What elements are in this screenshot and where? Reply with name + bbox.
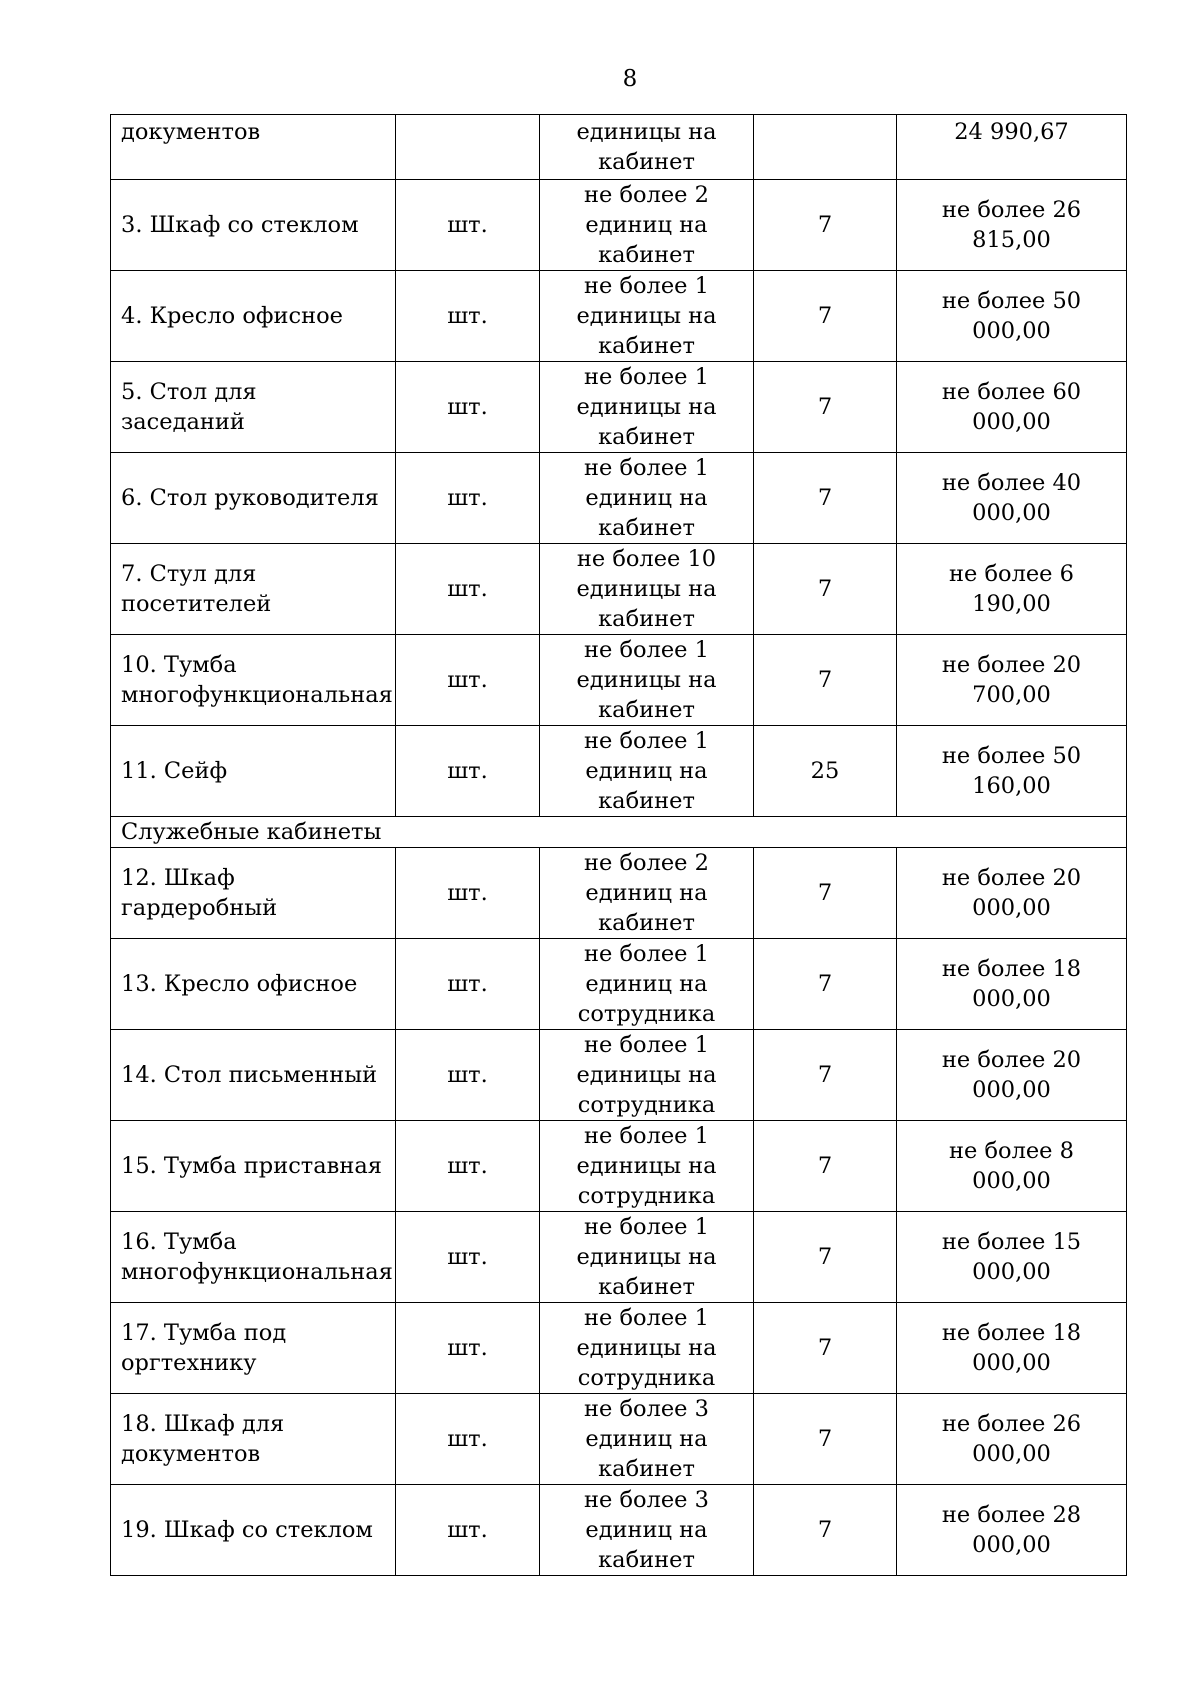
price-cell: не более 28 000,00 (897, 1485, 1127, 1576)
table-row (111, 635, 1127, 726)
price-cell: не более 26 815,00 (897, 180, 1127, 271)
unit-cell: шт. (396, 544, 540, 635)
table-row (111, 1485, 1127, 1576)
quantity-line: кабинет (598, 697, 695, 723)
quantity-line: единиц на (585, 880, 708, 906)
quantity-line: кабинет (598, 149, 695, 175)
unit-cell: шт. (396, 271, 540, 362)
item-name-cell: 11. Сейф (111, 726, 396, 817)
unit-cell: шт. (396, 1394, 540, 1485)
period-cell: 7 (754, 271, 897, 362)
quantity-cell (540, 1030, 754, 1121)
period-cell: 7 (754, 848, 897, 939)
page-number: 8 (622, 66, 638, 92)
price-cell: не более 18 000,00 (897, 939, 1127, 1030)
table-row (111, 1030, 1127, 1121)
item-name-cell: 5. Стол для заседаний (111, 362, 396, 453)
quantity-line: единицы на (576, 667, 717, 693)
quantity-line: не более 1 (584, 364, 709, 390)
table-row (111, 726, 1127, 817)
quantity-line: единицы на (576, 1244, 717, 1270)
quantity-line: сотрудника (577, 1001, 716, 1027)
table-row (111, 1121, 1127, 1212)
table-row (111, 1394, 1127, 1485)
quantity-cell (540, 635, 754, 726)
quantity-line: не более 1 (584, 728, 709, 754)
item-name-cell: 4. Кресло офисное (111, 271, 396, 362)
quantity-cell (540, 848, 754, 939)
price-cell: не более 60 000,00 (897, 362, 1127, 453)
item-name-cell: 12. Шкаф гардеробный (111, 848, 396, 939)
quantity-cell (540, 271, 754, 362)
unit-cell: шт. (396, 362, 540, 453)
quantity-cell (540, 1303, 754, 1394)
unit-cell: шт. (396, 1485, 540, 1576)
quantity-line: единицы на (576, 303, 717, 329)
unit-cell (396, 115, 540, 180)
quantity-line: кабинет (598, 333, 695, 359)
quantity-line: единиц на (585, 1517, 708, 1543)
unit-cell: шт. (396, 726, 540, 817)
quantity-cell (540, 115, 754, 180)
item-name-cell: 7. Стул для посетителей (111, 544, 396, 635)
quantity-line: кабинет (598, 1274, 695, 1300)
price-cell: не более 26 000,00 (897, 1394, 1127, 1485)
item-name-cell: 14. Стол письменный (111, 1030, 396, 1121)
item-name-cell: 19. Шкаф со стеклом (111, 1485, 396, 1576)
quantity-line: не более 3 (584, 1396, 709, 1422)
table-row (111, 271, 1127, 362)
price-cell: не более 18 000,00 (897, 1303, 1127, 1394)
period-cell (754, 115, 897, 180)
quantity-line: не более 1 (584, 1032, 709, 1058)
table-row (111, 362, 1127, 453)
period-cell: 7 (754, 1212, 897, 1303)
price-cell: не более 6 190,00 (897, 544, 1127, 635)
table-row (111, 544, 1127, 635)
period-cell: 7 (754, 544, 897, 635)
period-cell: 7 (754, 1030, 897, 1121)
item-name-cell: 6. Стол руководителя (111, 453, 396, 544)
quantity-line: единиц на (585, 212, 708, 238)
period-cell: 7 (754, 939, 897, 1030)
quantity-cell (540, 726, 754, 817)
unit-cell: шт. (396, 635, 540, 726)
quantity-cell (540, 1212, 754, 1303)
quantity-line: не более 1 (584, 941, 709, 967)
period-cell: 7 (754, 1394, 897, 1485)
period-cell: 7 (754, 635, 897, 726)
quantity-line: не более 2 (584, 850, 709, 876)
quantity-line: кабинет (598, 1456, 695, 1482)
quantity-line: не более 1 (584, 637, 709, 663)
quantity-line: единицы на (576, 1062, 717, 1088)
quantity-line: единицы на (576, 1153, 717, 1179)
quantity-line: не более 10 (576, 546, 717, 572)
item-name-cell: 17. Тумба под оргтехнику (111, 1303, 396, 1394)
quantity-cell (540, 362, 754, 453)
quantity-line: не более 3 (584, 1487, 709, 1513)
price-cell: не более 50 160,00 (897, 726, 1127, 817)
unit-cell: шт. (396, 1030, 540, 1121)
quantity-line: не более 1 (584, 455, 709, 481)
quantity-line: единиц на (585, 758, 708, 784)
item-name-cell: 16. Тумба многофункциональная (111, 1212, 396, 1303)
section-row (111, 817, 1127, 848)
item-name-cell: 10. Тумба многофункциональная (111, 635, 396, 726)
price-cell: не более 15 000,00 (897, 1212, 1127, 1303)
quantity-line: единицы на (576, 1335, 717, 1361)
table-row (111, 453, 1127, 544)
quantity-line: кабинет (598, 606, 695, 632)
quantity-line: не более 2 (584, 182, 709, 208)
quantity-line: кабинет (598, 515, 695, 541)
quantity-line: единицы на (576, 119, 717, 145)
period-cell: 7 (754, 1121, 897, 1212)
quantity-line: сотрудника (577, 1365, 716, 1391)
table-row (111, 939, 1127, 1030)
table-row (111, 848, 1127, 939)
quantity-cell (540, 544, 754, 635)
price-cell: 24 990,67 (897, 115, 1127, 180)
unit-cell: шт. (396, 1121, 540, 1212)
item-name-cell: 3. Шкаф со стеклом (111, 180, 396, 271)
table-row (111, 115, 1127, 180)
quantity-cell (540, 453, 754, 544)
quantity-cell (540, 1394, 754, 1485)
unit-cell: шт. (396, 180, 540, 271)
item-name-cell: документов (111, 115, 396, 180)
quantity-line: единиц на (585, 971, 708, 997)
unit-cell: шт. (396, 453, 540, 544)
furniture-norms-table (110, 114, 1127, 1576)
quantity-line: сотрудника (577, 1183, 716, 1209)
table-row (111, 1212, 1127, 1303)
unit-cell: шт. (396, 1212, 540, 1303)
quantity-line: не более 1 (584, 273, 709, 299)
quantity-line: кабинет (598, 1547, 695, 1573)
quantity-cell (540, 939, 754, 1030)
period-cell: 7 (754, 1485, 897, 1576)
price-cell: не более 8 000,00 (897, 1121, 1127, 1212)
quantity-line: единиц на (585, 1426, 708, 1452)
price-cell: не более 20 000,00 (897, 1030, 1127, 1121)
table-row (111, 1303, 1127, 1394)
quantity-cell (540, 180, 754, 271)
quantity-line: единицы на (576, 394, 717, 420)
item-name-cell: 13. Кресло офисное (111, 939, 396, 1030)
section-title: Служебные кабинеты (111, 817, 1127, 848)
quantity-line: не более 1 (584, 1305, 709, 1331)
price-cell: не более 20 000,00 (897, 848, 1127, 939)
unit-cell: шт. (396, 848, 540, 939)
quantity-line: единиц на (585, 485, 708, 511)
unit-cell: шт. (396, 939, 540, 1030)
period-cell: 7 (754, 453, 897, 544)
quantity-line: не более 1 (584, 1123, 709, 1149)
table-row (111, 180, 1127, 271)
price-cell: не более 40 000,00 (897, 453, 1127, 544)
period-cell: 7 (754, 362, 897, 453)
quantity-line: сотрудника (577, 1092, 716, 1118)
quantity-cell (540, 1485, 754, 1576)
period-cell: 7 (754, 180, 897, 271)
item-name-cell: 15. Тумба приставная (111, 1121, 396, 1212)
quantity-cell (540, 1121, 754, 1212)
price-cell: не более 50 000,00 (897, 271, 1127, 362)
unit-cell: шт. (396, 1303, 540, 1394)
item-name-cell: 18. Шкаф для документов (111, 1394, 396, 1485)
quantity-line: кабинет (598, 424, 695, 450)
quantity-line: кабинет (598, 788, 695, 814)
quantity-line: единицы на (576, 576, 717, 602)
quantity-line: кабинет (598, 242, 695, 268)
period-cell: 25 (754, 726, 897, 817)
quantity-line: не более 1 (584, 1214, 709, 1240)
quantity-line: кабинет (598, 910, 695, 936)
price-cell: не более 20 700,00 (897, 635, 1127, 726)
period-cell: 7 (754, 1303, 897, 1394)
